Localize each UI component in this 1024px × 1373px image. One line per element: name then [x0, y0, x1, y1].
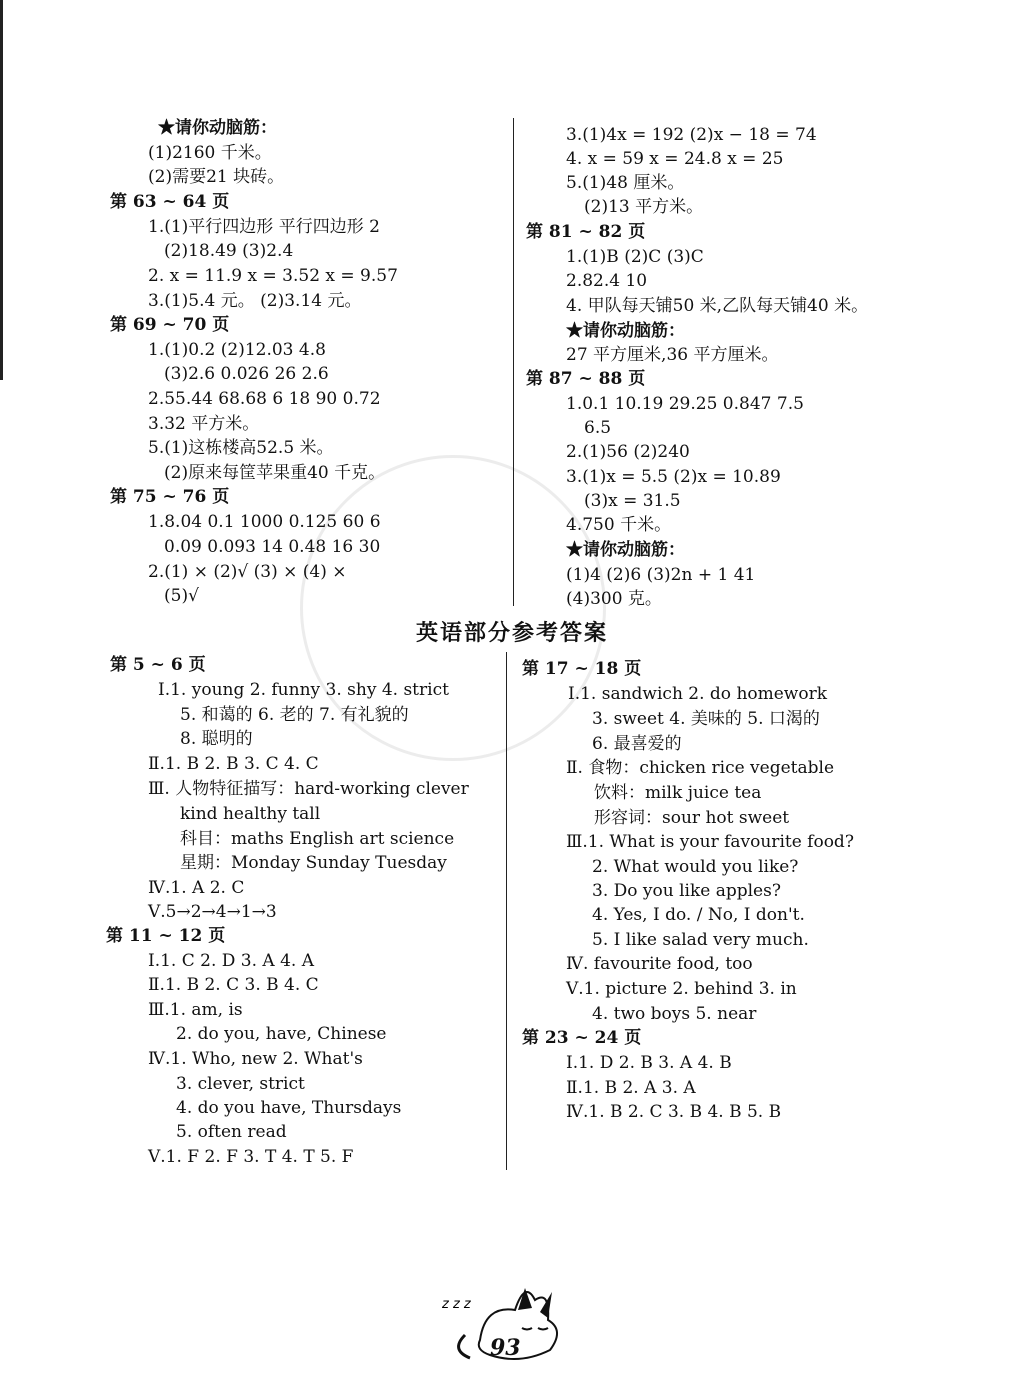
- answer-line: Ⅰ.1. C 2. D 3. A 4. A: [148, 951, 315, 971]
- answer-line: 0.09 0.093 14 0.48 16 30: [164, 537, 381, 557]
- answer-line: 3.(1)x = 5.5 (2)x = 10.89: [566, 467, 781, 487]
- answer-line: 1.(1)0.2 (2)12.03 4.8: [148, 340, 326, 360]
- answer-line: Ⅴ.1. picture 2. behind 3. in: [566, 979, 797, 999]
- answer-line: (3)x = 31.5: [584, 491, 681, 511]
- answer-line: 科目：maths English art science: [180, 829, 455, 849]
- answer-line: 1.(1)平行四边形 平行四边形 2: [148, 217, 380, 237]
- answer-line: 6.5: [584, 418, 612, 438]
- answer-line: 4.750 千米。: [566, 515, 672, 535]
- answer-line: 2. What would you like?: [592, 857, 799, 877]
- answer-line: Ⅲ.1. am, is: [148, 1000, 243, 1020]
- answer-line: 2.82.4 10: [566, 271, 648, 291]
- answer-line: 3.(1)5.4 元。 (2)3.14 元。: [148, 291, 362, 311]
- answer-line: 3.(1)4x = 192 (2)x − 18 = 74: [566, 125, 817, 145]
- page-range-heading: 第 75 ~ 76 页: [110, 487, 230, 507]
- answer-line: 4. two boys 5. near: [592, 1004, 757, 1024]
- answer-line: 8. 聪明的: [180, 729, 253, 749]
- english-section-title: 英语部分参考答案: [415, 621, 608, 646]
- page-range-heading: 第 11 ~ 12 页: [106, 926, 226, 946]
- answer-line: Ⅰ.1. D 2. B 3. A 4. B: [566, 1053, 732, 1073]
- answer-line: 5. 和蔼的 6. 老的 7. 有礼貌的: [180, 705, 409, 725]
- column-divider-top: [513, 118, 514, 606]
- answer-line: Ⅴ.1. F 2. F 3. T 4. T 5. F: [148, 1147, 354, 1167]
- answer-line: 5. I like salad very much.: [592, 930, 809, 950]
- page-range-heading: 第 81 ~ 82 页: [526, 222, 646, 242]
- answer-line: 5.(1)48 厘米。: [566, 173, 685, 193]
- answer-line: (3)2.6 0.026 26 2.6: [164, 364, 329, 384]
- answer-line: 1.0.1 10.19 29.25 0.847 7.5: [566, 394, 804, 414]
- answer-line: 4. do you have, Thursdays: [176, 1098, 402, 1118]
- answer-line: 形容词：sour hot sweet: [594, 808, 790, 828]
- page-number: 93: [490, 1335, 521, 1361]
- page-range-heading: 第 87 ~ 88 页: [526, 369, 646, 389]
- answer-line: (2)18.49 (3)2.4: [164, 241, 294, 261]
- answer-line: 2. x = 11.9 x = 3.52 x = 9.57: [148, 266, 398, 286]
- answer-line: 1.(1)B (2)C (3)C: [566, 247, 704, 267]
- answer-line: Ⅱ.1. B 2. A 3. A: [566, 1078, 696, 1098]
- answer-line: 饮料：milk juice tea: [594, 783, 762, 803]
- page-range-heading: 第 23 ~ 24 页: [522, 1028, 642, 1048]
- answer-line: 1.8.04 0.1 1000 0.125 60 6: [148, 512, 381, 532]
- answer-line: 27 平方厘米,36 平方厘米。: [566, 345, 779, 365]
- answer-line: Ⅳ. favourite food, too: [566, 954, 753, 974]
- answer-line: Ⅳ.1. Who, new 2. What's: [148, 1049, 363, 1069]
- answer-line: 4. x = 59 x = 24.8 x = 25: [566, 149, 784, 169]
- answer-line: 2. do you, have, Chinese: [176, 1024, 387, 1044]
- answer-line: (2)原来每筐苹果重40 千克。: [164, 463, 386, 483]
- answer-line: Ⅱ.1. B 2. C 3. B 4. C: [148, 975, 319, 995]
- column-divider-bottom: [506, 652, 507, 1170]
- answer-line: (2)需要21 块砖。: [148, 167, 285, 187]
- answer-line: Ⅴ.5→2→4→1→3: [148, 902, 277, 922]
- answer-line: (5)√: [164, 586, 199, 606]
- answer-line: 3. Do you like apples?: [592, 881, 781, 901]
- answer-line: 2.(1)56 (2)240: [566, 442, 690, 462]
- answer-line: (1)4 (2)6 (3)2n + 1 41: [566, 565, 756, 585]
- page-range-heading: 第 5 ~ 6 页: [110, 655, 206, 675]
- bonus-heading: ★请你动脑筋：: [158, 118, 277, 138]
- answer-line: 5. often read: [176, 1122, 287, 1142]
- answer-line: Ⅲ. 人物特征描写：hard-working clever: [148, 779, 469, 799]
- answer-line: 2.(1) × (2)√ (3) × (4) ×: [148, 562, 347, 582]
- page-range-heading: 第 69 ~ 70 页: [110, 315, 230, 335]
- page-edge: [0, 0, 13, 380]
- answer-line: Ⅲ.1. What is your favourite food?: [566, 832, 854, 852]
- answer-line: kind healthy tall: [180, 804, 321, 824]
- answer-line: 4. 甲队每天铺50 米,乙队每天铺40 米。: [566, 296, 869, 316]
- answer-line: 2.55.44 68.68 6 18 90 0.72: [148, 389, 381, 409]
- page-range-heading: 第 63 ~ 64 页: [110, 192, 230, 212]
- answer-line: Ⅱ.1. B 2. B 3. C 4. C: [148, 754, 319, 774]
- zzz-text: z z z: [442, 1297, 471, 1312]
- answer-line: 6. 最喜爱的: [592, 734, 682, 754]
- page-range-heading: 第 17 ~ 18 页: [522, 659, 642, 679]
- answer-line: 5.(1)这栋楼高52.5 米。: [148, 438, 334, 458]
- bonus-heading: ★请你动脑筋：: [566, 321, 685, 341]
- answer-line: (4)300 克。: [566, 589, 662, 609]
- answer-line: 3. sweet 4. 美味的 5. 口渴的: [592, 709, 820, 729]
- answer-line: Ⅰ.1. sandwich 2. do homework: [568, 684, 828, 704]
- answer-line: 3.32 平方米。: [148, 414, 260, 434]
- answer-line: 3. clever, strict: [176, 1074, 305, 1094]
- answer-line: 星期：Monday Sunday Tuesday: [180, 853, 447, 873]
- bonus-heading: ★请你动脑筋：: [566, 540, 685, 560]
- answer-line: (2)13 平方米。: [584, 197, 704, 217]
- answer-line: Ⅰ.1. young 2. funny 3. shy 4. strict: [158, 680, 449, 700]
- answer-line: 4. Yes, I do. / No, I don't.: [592, 905, 805, 925]
- answer-line: (1)2160 千米。: [148, 143, 272, 163]
- answer-line: Ⅳ.1. B 2. C 3. B 4. B 5. B: [566, 1102, 782, 1122]
- answer-line: Ⅳ.1. A 2. C: [148, 878, 245, 898]
- answer-line: Ⅱ. 食物：chicken rice vegetable: [566, 758, 835, 778]
